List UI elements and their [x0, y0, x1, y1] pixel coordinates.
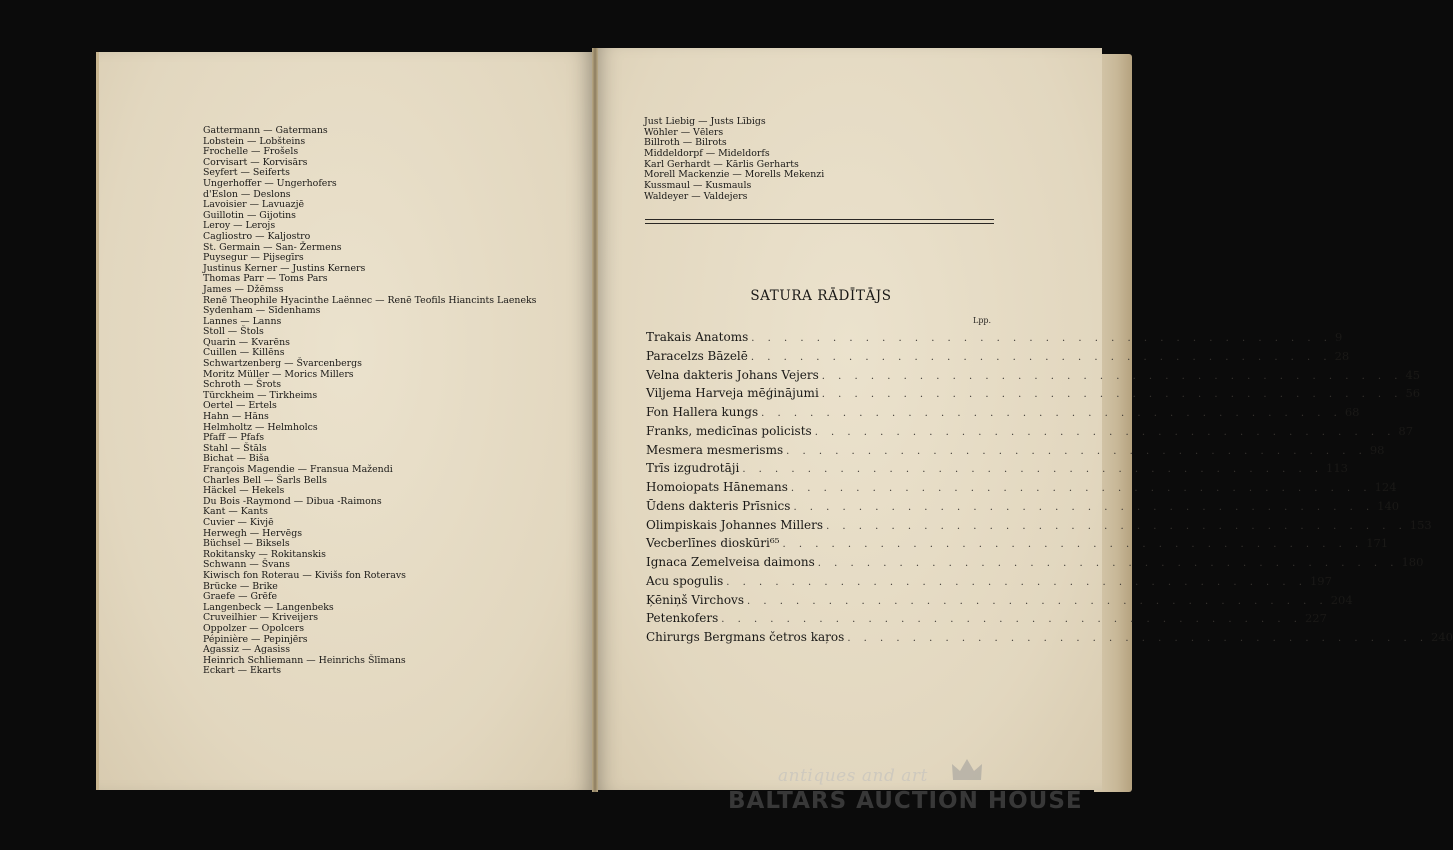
- toc-heading: SATURA RĀDĪTĀJS: [750, 288, 892, 304]
- name-entry: Kiwisch fon Roterau — Kivišs fon Roteravs: [203, 569, 406, 581]
- name-entry: Schroth — Šrots: [203, 379, 282, 391]
- name-entry: Büchsel — Biksels: [203, 538, 290, 550]
- toc-title: Fon Hallera kungs: [646, 405, 759, 419]
- name-entry: Schwartzenberg — Švarcenbergs: [203, 358, 362, 370]
- name-entry: Sydenham — Sīdenhams: [203, 305, 321, 317]
- name-entry: Brücke — Brike: [203, 580, 278, 592]
- name-entry: Kussmaul — Kusmauls: [644, 180, 752, 192]
- table-of-contents: [646, 330, 1453, 649]
- name-entry: Morell Mackenzie — Morells Mekenzi: [644, 169, 825, 181]
- toc-leader: . . . . . . . . . . . . . . . . . . . . . . . . . . . . . . . . . . . .: [786, 445, 1367, 457]
- toc-leader: . . . . . . . . . . . . . . . . . . . . . . . . . . . . . . . . . . . .: [726, 576, 1307, 588]
- toc-title: Viljema Harveja mēģinājumi: [646, 386, 819, 401]
- name-entry: Eckart — Ekarts: [203, 665, 282, 677]
- toc-leader: . . . . . . . . . . . . . . . . . . . . . . . . . . . . . . . . . . . .: [742, 464, 1324, 476]
- toc-title: Ķēniņš Virchovs: [646, 592, 744, 607]
- toc-leader: . . . . . . . . . . . . . . . . . . . . . . . . . . . . . . . . . . . .: [750, 351, 1332, 363]
- toc-entry: [646, 611, 1327, 630]
- page-column-label: Lpp.: [973, 316, 992, 325]
- name-entry: Lobstein — Lobšteins: [203, 135, 306, 147]
- name-entry: Quarin — Kvarēns: [203, 336, 290, 348]
- name-entry: St. Germain — San- Žermens: [203, 241, 342, 253]
- toc-page-number: 45: [1405, 367, 1421, 382]
- name-entry: Lannes — Lanns: [203, 315, 282, 327]
- toc-leader: . . . . . . . . . . . . . . . . . . . . . . . . . . . . . . . . . . . .: [782, 539, 1364, 551]
- name-entry: Herwegh — Hervēgs: [203, 527, 303, 539]
- toc-entry: [646, 442, 1385, 462]
- name-entry: Stahl — Štāls: [203, 442, 267, 454]
- name-entry: Pépinière — Pepinjērs: [203, 633, 308, 645]
- name-entry: Oppolzer — Opolcers: [203, 622, 305, 634]
- toc-page-number: 124: [1374, 480, 1397, 494]
- name-entry: Cruveilhier — Kriveijers: [203, 612, 319, 624]
- toc-entry: [646, 573, 1332, 593]
- toc-title: Trakais Anatoms: [646, 330, 749, 344]
- toc-title: Chirurgs Bergmans četros kaŗos: [646, 630, 845, 644]
- name-entry: Pfaff — Pfafs: [203, 432, 265, 444]
- toc-title: Acu spogulis: [646, 573, 724, 588]
- toc-title: Olimpiskais Johannes Millers: [646, 517, 824, 532]
- name-entry: Cuvier — Kivjē: [203, 516, 274, 528]
- toc-title: Velna dakteris Johans Vejers: [646, 367, 819, 382]
- name-entry: d'Eslon — Deslons: [203, 188, 291, 200]
- toc-leader: . . . . . . . . . . . . . . . . . . . . . . . . . . . . . . . . . . . .: [817, 558, 1399, 569]
- toc-leader: . . . . . . . . . . . . . . . . . . . . . . . . . . . . . . . . . . . .: [751, 333, 1332, 344]
- name-entry: Lavoisier — Lavuazjē: [203, 199, 305, 211]
- toc-page-number: 204: [1330, 592, 1353, 607]
- name-entry: Häckel — Hekels: [203, 485, 285, 497]
- toc-page-number: 227: [1304, 611, 1327, 626]
- double-rule-top: [645, 219, 994, 220]
- name-entry: Cagliostro — Kaljostro: [203, 230, 311, 242]
- toc-page-number: 68: [1344, 405, 1360, 419]
- toc-entry: [646, 461, 1348, 480]
- watermark-brand: BALTARS AUCTION HOUSE: [728, 788, 1083, 814]
- name-entry: Karl Gerhardt — Kārlis Gerharts: [644, 158, 799, 170]
- toc-leader: . . . . . . . . . . . . . . . . . . . . . . . . . . . . . . . . . . . .: [826, 520, 1407, 532]
- toc-page-number: 98: [1369, 442, 1385, 457]
- name-entry: Justinus Kerner — Justins Kerners: [203, 262, 366, 274]
- name-entry: Charles Bell — Šarls Bells: [203, 474, 327, 486]
- name-entry: Waldeyer — Valdejers: [644, 190, 748, 202]
- toc-entry: [646, 498, 1400, 518]
- toc-title: Ignaca Zemelveisa daimons: [646, 555, 815, 569]
- name-entry: James — Džēmss: [203, 283, 284, 295]
- book-gutter: [592, 48, 598, 792]
- name-list-right: [644, 117, 824, 203]
- name-entry: Cuillen — Killēns: [203, 347, 285, 359]
- name-entry: Bichat — Biša: [203, 453, 270, 465]
- toc-page-number: 153: [1409, 517, 1432, 532]
- name-entry: Du Bois -Raymond — Dibua -Raimons: [203, 495, 382, 507]
- toc-leader: . . . . . . . . . . . . . . . . . . . . . . . . . . . . . . . . . . . .: [790, 483, 1372, 494]
- toc-title: Franks, medicīnas policists: [646, 423, 812, 438]
- toc-entry: [646, 367, 1421, 387]
- toc-leader: . . . . . . . . . . . . . . . . . . . . . . . . . . . . . . . . . . . .: [847, 633, 1429, 644]
- toc-entry: [646, 555, 1424, 574]
- toc-page-number: 56: [1405, 386, 1421, 401]
- toc-page-number: 197: [1309, 573, 1332, 588]
- toc-page-number: 171: [1366, 536, 1389, 551]
- right-page: [596, 48, 1453, 790]
- toc-entry: [646, 517, 1432, 537]
- toc-entry: [646, 592, 1353, 612]
- toc-page-number: 28: [1334, 348, 1350, 363]
- name-entry: Helmholtz — Helmholcs: [203, 421, 318, 433]
- name-entry: Leroy — Lerojs: [203, 220, 276, 232]
- name-entry: Graefe — Grēfe: [203, 591, 277, 603]
- toc-page-number: 240: [1431, 630, 1453, 644]
- toc-entry: [646, 330, 1343, 349]
- toc-leader: . . . . . . . . . . . . . . . . . . . . . . . . . . . . . . . . . . . .: [761, 408, 1342, 419]
- name-entry: Guillotin — Gijotins: [203, 209, 296, 221]
- name-entry: Moritz Müller — Morics Millers: [203, 368, 354, 380]
- toc-title: Homoiopats Hānemans: [646, 480, 788, 494]
- toc-title: Trīs izgudrotāji: [646, 461, 740, 476]
- toc-entry: [646, 480, 1397, 499]
- name-entry: Schwann — Švans: [203, 559, 290, 571]
- name-list-left: [203, 126, 537, 677]
- toc-entry: [646, 386, 1421, 405]
- name-entry: Corvisart — Korvisārs: [203, 156, 308, 168]
- name-entry: Stoll — Štols: [203, 326, 264, 338]
- name-entry: Oertel — Ertels: [203, 400, 277, 412]
- left-page: [96, 52, 594, 790]
- name-entry: François Magendie — Fransua Mažendi: [203, 464, 393, 475]
- double-rule-bottom: [645, 223, 994, 224]
- name-entry: Renē Theophile Hyacinthe Laënnec — Renē Teofils Hiancints Laeneks: [203, 294, 537, 306]
- toc-leader: . . . . . . . . . . . . . . . . . . . . . . . . . . . . . . . . . . . .: [721, 614, 1302, 626]
- toc-entry: [646, 405, 1360, 424]
- toc-page-number: 9: [1334, 330, 1343, 344]
- name-entry: Hahn — Hāns: [203, 411, 269, 423]
- name-entry: Heinrich Schliemann — Heinrichs Šlīmans: [203, 654, 406, 666]
- toc-leader: . . . . . . . . . . . . . . . . . . . . . . . . . . . . . . . . . . . .: [821, 370, 1403, 382]
- toc-entry: [646, 630, 1453, 649]
- toc-entry: [646, 423, 1414, 443]
- name-entry: Just Liebig — Justs Lībigs: [644, 116, 766, 127]
- toc-leader: . . . . . . . . . . . . . . . . . . . . . . . . . . . . . . . . . . . .: [746, 595, 1328, 607]
- toc-title: Petenkofers: [646, 611, 719, 626]
- toc-title: Vecberlīnes dioskūri⁶⁵: [646, 536, 780, 551]
- toc-entry: [646, 536, 1389, 555]
- name-entry: Thomas Parr — Toms Pars: [203, 273, 328, 285]
- name-entry: Ungerhoffer — Ungerhofers: [203, 177, 337, 189]
- toc-title: Mesmera mesmerisms: [646, 442, 784, 457]
- name-entry: Langenbeck — Langenbeks: [203, 601, 334, 613]
- toc-entry: [646, 348, 1350, 368]
- name-entry: Frochelle — Frošels: [203, 146, 299, 158]
- watermark-tagline: antiques and art: [778, 766, 928, 786]
- name-entry: Rokitansky — Rokitanskis: [203, 548, 326, 560]
- toc-leader: . . . . . . . . . . . . . . . . . . . . . . . . . . . . . . . . . . . .: [821, 389, 1403, 401]
- toc-leader: . . . . . . . . . . . . . . . . . . . . . . . . . . . . . . . . . . . .: [814, 426, 1396, 438]
- toc-leader: . . . . . . . . . . . . . . . . . . . . . . . . . . . . . . . . . . . .: [793, 501, 1375, 513]
- name-entry: Kant — Kants: [203, 506, 268, 518]
- toc-page-number: 87: [1398, 423, 1414, 438]
- name-entry: Agassiz — Agasiss: [203, 644, 291, 656]
- toc-page-number: 113: [1326, 461, 1348, 476]
- toc-page-number: 140: [1377, 498, 1400, 513]
- toc-page-number: 180: [1401, 555, 1424, 569]
- name-entry: Middeldorpf — Mideldorfs: [644, 148, 770, 160]
- name-entry: Billroth — Bilrots: [644, 137, 727, 149]
- name-entry: Gattermann — Gatermans: [203, 125, 328, 136]
- toc-title: Paracelzs Bāzelē: [646, 348, 748, 363]
- toc-title: Ūdens dakteris Prīsnics: [646, 498, 791, 513]
- name-entry: Türckheim — Tirkheims: [203, 389, 318, 401]
- name-entry: Wöhler — Vēlers: [644, 126, 724, 138]
- name-entry: Puysegur — Pijsegīrs: [203, 252, 304, 264]
- name-entry: Seyfert — Seiferts: [203, 167, 290, 179]
